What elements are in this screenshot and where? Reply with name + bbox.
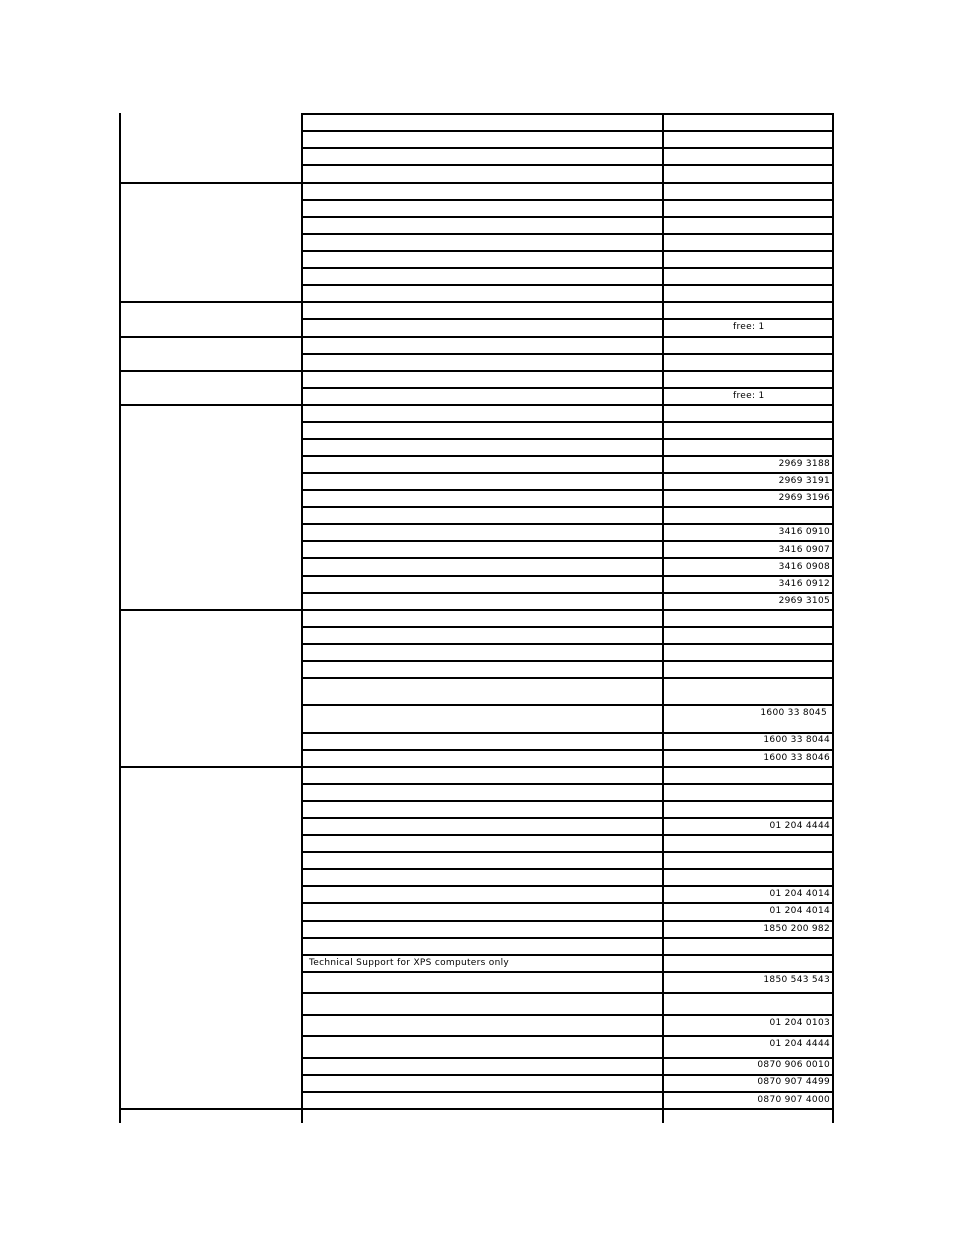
row-separator: [301, 147, 834, 149]
row-separator: [301, 506, 834, 508]
row-separator: [301, 1074, 834, 1076]
row-separator: [301, 455, 834, 457]
phone-number-cell: 3416 0912: [778, 579, 830, 589]
row-separator: [301, 677, 834, 679]
phone-number-cell: 1850 200 982: [763, 924, 830, 934]
row-separator: [301, 523, 834, 525]
row-separator: [301, 902, 834, 904]
phone-number-cell: 1600 33 8044: [763, 735, 830, 745]
row-separator: [301, 387, 834, 389]
group-separator: [119, 301, 834, 303]
row-separator: [301, 1057, 834, 1059]
row-separator: [301, 353, 834, 355]
row-separator: [301, 992, 834, 994]
phone-number-cell: 3416 0908: [778, 562, 830, 572]
phone-number-cell: 01 204 4014: [769, 889, 830, 899]
row-separator: [301, 851, 834, 853]
row-separator: [301, 920, 834, 922]
description-cell: Technical Support for XPS computers only: [309, 958, 510, 968]
row-separator: [301, 267, 834, 269]
row-separator: [301, 954, 834, 956]
row-separator: [301, 660, 834, 662]
phone-number-cell: 01 204 4444: [769, 821, 830, 831]
phone-number-cell: 2969 3196: [778, 493, 830, 503]
row-separator: [301, 1091, 834, 1093]
row-separator: [301, 250, 834, 252]
row-separator: [301, 817, 834, 819]
group-separator: [119, 182, 834, 184]
group-separator: [119, 1108, 834, 1110]
phone-number-cell: 0870 907 4499: [757, 1077, 830, 1087]
row-separator: [301, 318, 834, 320]
group-separator: [119, 404, 834, 406]
phone-number-cell: 1850 543 543: [763, 975, 830, 985]
row-separator: [301, 749, 834, 751]
phone-number-cell: 01 204 0103: [769, 1018, 830, 1028]
phone-number-cell: 1600 33 8046: [763, 753, 830, 763]
row-separator: [301, 643, 834, 645]
table-left-border: [119, 113, 121, 1123]
phone-number-cell: 0870 906 0010: [757, 1060, 830, 1070]
row-separator: [301, 233, 834, 235]
phone-number-cell: 0870 907 4000: [757, 1095, 830, 1105]
row-separator: [301, 472, 834, 474]
row-separator: [301, 113, 834, 115]
row-separator: [301, 557, 834, 559]
phone-number-cell: 2969 3191: [778, 476, 830, 486]
group-separator: [119, 766, 834, 768]
row-separator: [301, 489, 834, 491]
phone-number-cell: free: 1: [733, 322, 765, 332]
row-separator: [301, 626, 834, 628]
row-separator: [301, 868, 834, 870]
phone-number-cell: 3416 0907: [778, 545, 830, 555]
row-separator: [301, 199, 834, 201]
row-separator: [301, 885, 834, 887]
group-separator: [119, 609, 834, 611]
phone-number-cell: 3416 0910: [778, 527, 830, 537]
row-separator: [301, 540, 834, 542]
row-separator: [301, 1035, 834, 1037]
row-separator: [301, 575, 834, 577]
row-separator: [301, 438, 834, 440]
row-separator: [301, 971, 834, 973]
group-separator: [119, 336, 834, 338]
row-separator: [301, 1014, 834, 1016]
row-separator: [301, 284, 834, 286]
phone-number-cell: 01 204 4444: [769, 1039, 830, 1049]
row-separator: [301, 130, 834, 132]
row-separator: [301, 732, 834, 734]
phone-number-cell: 2969 3188: [778, 459, 830, 469]
group-separator: [119, 370, 834, 372]
row-separator: [301, 800, 834, 802]
phone-number-cell: 01 204 4014: [769, 906, 830, 916]
row-separator: [301, 783, 834, 785]
row-separator: [301, 164, 834, 166]
phone-number-cell: 2969 3105: [778, 596, 830, 606]
row-separator: [301, 704, 834, 706]
row-separator: [301, 592, 834, 594]
row-separator: [301, 216, 834, 218]
row-separator: [301, 937, 834, 939]
phone-number-cell: 1600 33 8045: [760, 708, 827, 718]
row-separator: [301, 421, 834, 423]
phone-number-cell: free: 1: [733, 391, 765, 401]
row-separator: [301, 834, 834, 836]
